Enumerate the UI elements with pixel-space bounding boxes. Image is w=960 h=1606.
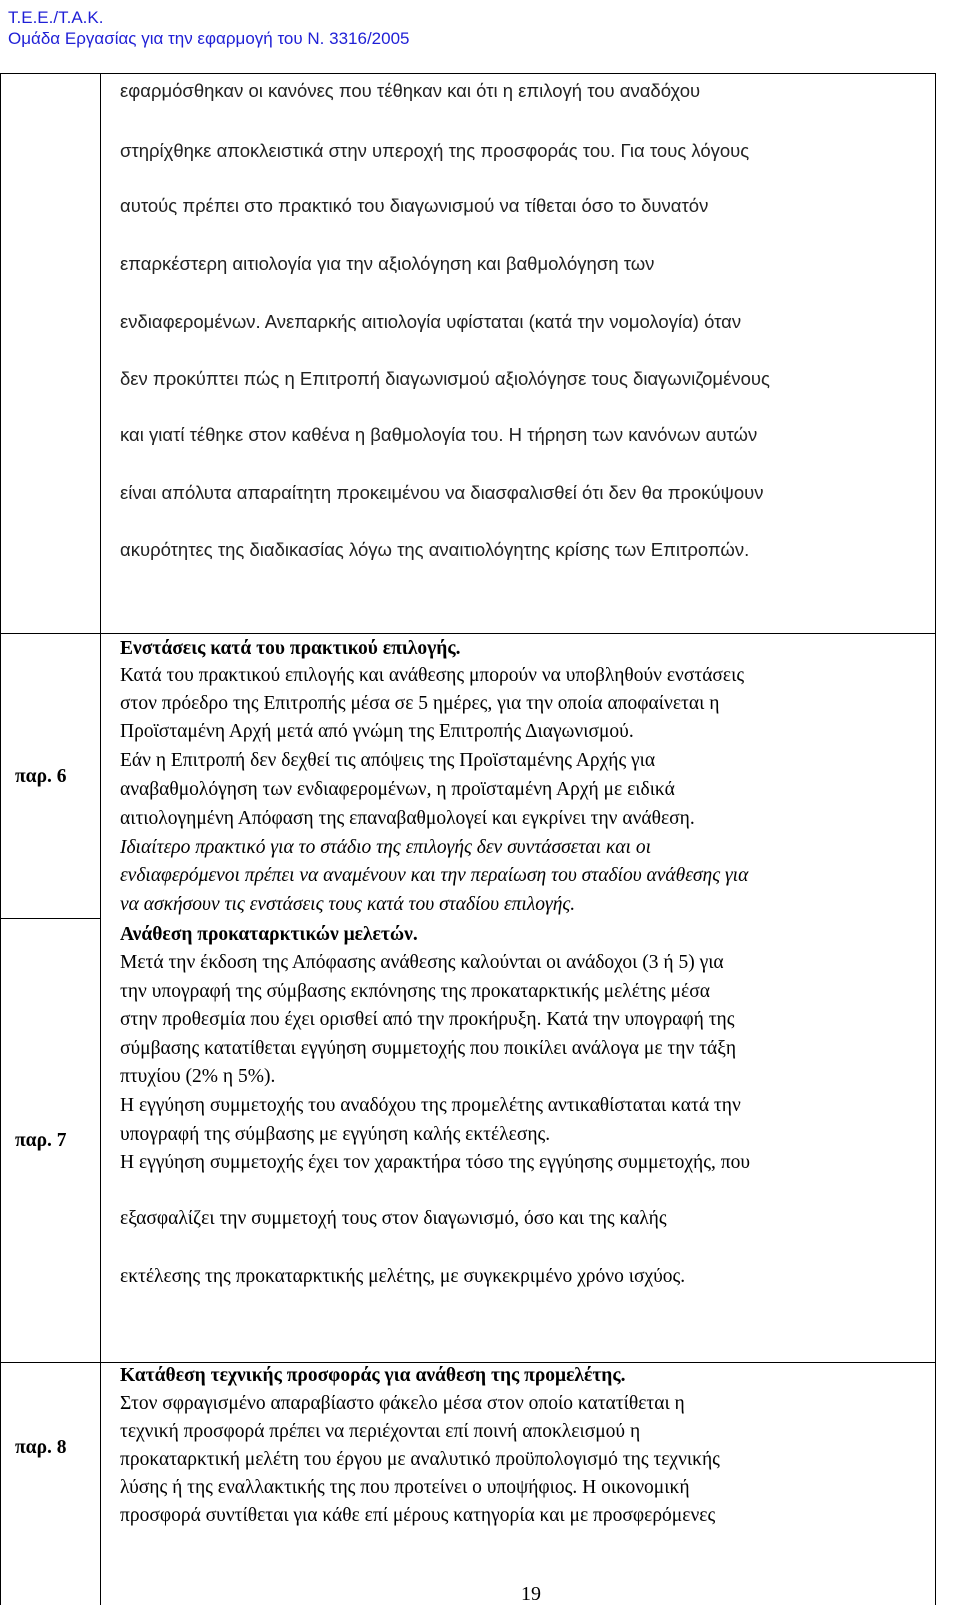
paragraph-line: στον πρόεδρο της Επιτροπής μέσα σε 5 ημέρες, για την οποία αποφαίνεται η (120, 693, 720, 714)
row-divider (0, 1362, 936, 1363)
paragraph-line: Μετά την έκδοση της Απόφασης ανάθεσης καλούνται οι ανάδοχοι (3 ή 5) για (120, 952, 724, 973)
paragraph-label-7: παρ. 7 (15, 1130, 67, 1151)
paragraph-line: τεχνική προσφορά πρέπει να περιέχονται επί ποινή αποκλεισμού η (120, 1421, 641, 1442)
paragraph-line: Εάν η Επιτροπή δεν δεχθεί τις απόψεις της Προϊσταμένης Αρχής για (120, 750, 656, 771)
italic-note-line: να ασκήσουν τις ενστάσεις τους κατά του σταδίου επιλογής. (120, 894, 576, 915)
row-divider (0, 918, 101, 919)
paragraph-line: εξασφαλίζει την συμμετοχή τους στον διαγωνισμό, όσο και της καλής (120, 1208, 667, 1229)
page-number: 19 (521, 1583, 541, 1605)
paragraph-line: προκαταρκτική μελέτη του έργου με αναλυτικό προϋπολογισμό της τεχνικής (120, 1449, 720, 1470)
section-heading: Ενστάσεις κατά του πρακτικού επιλογής. (120, 638, 461, 659)
paragraph-line: αιτιολογημένη Απόφαση της επαναβαθμολογεί και εγκρίνει την ανάθεση. (120, 808, 695, 829)
header-working-group: Ομάδα Εργασίας για την εφαρμογή του Ν. 3316/2005 (8, 29, 410, 48)
paragraph-line: προσφορά συντίθεται για κάθε επί μέρους κατηγορία και με προσφερόμενες (120, 1505, 716, 1526)
table-top-border (0, 73, 936, 74)
paragraph-line: Η εγγύηση συμμετοχής έχει τον χαρακτήρα τόσο της εγγύησης συμμετοχής, που (120, 1152, 750, 1173)
section-heading: Κατάθεση τεχνικής προσφοράς για ανάθεση της προμελέτης. (120, 1365, 626, 1386)
paragraph-line: στην προθεσμία που έχει ορισθεί από την προκήρυξη. Κατά την υπογραφή της (120, 1009, 735, 1030)
paragraph-line: Η εγγύηση συμμετοχής του αναδόχου της προμελέτης αντικαθίσταται κατά την (120, 1095, 741, 1116)
paragraph-line: αναβαθμολόγηση των ενδιαφερομένων, η προϊσταμένη Αρχή με ειδικά (120, 779, 675, 800)
paragraph-line: εφαρμόσθηκαν οι κανόνες που τέθηκαν και ότι η επιλογή του αναδόχου (120, 80, 701, 101)
paragraph-line: αυτούς πρέπει στο πρακτικό του διαγωνισμού να τίθεται όσο το δυνατόν (120, 195, 709, 216)
italic-note-line: ενδιαφερόμενοι πρέπει να αναμένουν και την περαίωση του σταδίου ανάθεσης για (120, 865, 749, 886)
section-heading: Ανάθεση προκαταρκτικών μελετών. (120, 924, 418, 945)
paragraph-line: Κατά του πρακτικού επιλογής και ανάθεσης μπορούν να υποβληθούν ενστάσεις (120, 665, 745, 686)
paragraph-label-8: παρ. 8 (15, 1437, 67, 1458)
table-left-border (0, 73, 1, 1605)
paragraph-line: σύμβασης κατατίθεται εγγύηση συμμετοχής που ποικίλει ανάλογα με την τάξη (120, 1038, 737, 1059)
paragraph-line: επαρκέστερη αιτιολογία για την αξιολόγηση και βαθμολόγηση των (120, 253, 655, 274)
paragraph-line: πτυχίου (2% η 5%). (120, 1066, 276, 1087)
paragraph-line: εκτέλεσης της προκαταρκτικής μελέτης, με συγκεκριμένο χρόνο ισχύος. (120, 1266, 686, 1287)
paragraph-line: υπογραφή της σύμβασης με εγγύηση καλής εκτέλεσης. (120, 1124, 551, 1145)
paragraph-line: είναι απόλυτα απαραίτητη προκειμένου να διασφαλισθεί ότι δεν θα προκύψουν (120, 482, 764, 503)
paragraph-line: και γιατί τέθηκε στον καθένα η βαθμολογία του. Η τήρηση των κανόνων αυτών (120, 424, 758, 445)
row-divider (0, 633, 936, 634)
paragraph-line: λύσης ή της εναλλακτικής της που προτείνει ο υποψήφιος. Η οικονομική (120, 1477, 690, 1498)
paragraph-line: την υπογραφή της σύμβασης εκπόνησης της προκαταρκτικής μελέτης μέσα (120, 981, 710, 1002)
paragraph-line: ακυρότητες της διαδικασίας λόγω της αναιτιολόγητης κρίσης των Επιτροπών. (120, 539, 750, 560)
paragraph-line: Προϊσταμένη Αρχή μετά από γνώμη της Επιτροπής Διαγωνισμού. (120, 721, 634, 742)
italic-note-line: Ιδιαίτερο πρακτικό για το στάδιο της επιλογής δεν συντάσσεται και οι (120, 837, 651, 858)
table-column-divider (100, 73, 101, 1605)
paragraph-line: δεν προκύπτει πώς η Επιτροπή διαγωνισμού αξιολόγησε τους διαγωνιζομένους (120, 368, 770, 389)
paragraph-line: στηρίχθηκε αποκλειστικά στην υπεροχή της προσφοράς του. Για τους λόγους (120, 140, 750, 161)
paragraph-label-6: παρ. 6 (15, 766, 67, 787)
paragraph-line: Στον σφραγισμένο απαραβίαστο φάκελο μέσα στον οποίο κατατίθεται η (120, 1393, 685, 1414)
header-organization: Τ.Ε.Ε./Τ.Α.Κ. (8, 8, 104, 27)
table-right-border (935, 73, 936, 1605)
paragraph-line: ενδιαφερομένων. Ανεπαρκής αιτιολογία υφίσταται (κατά την νομολογία) όταν (120, 311, 742, 332)
